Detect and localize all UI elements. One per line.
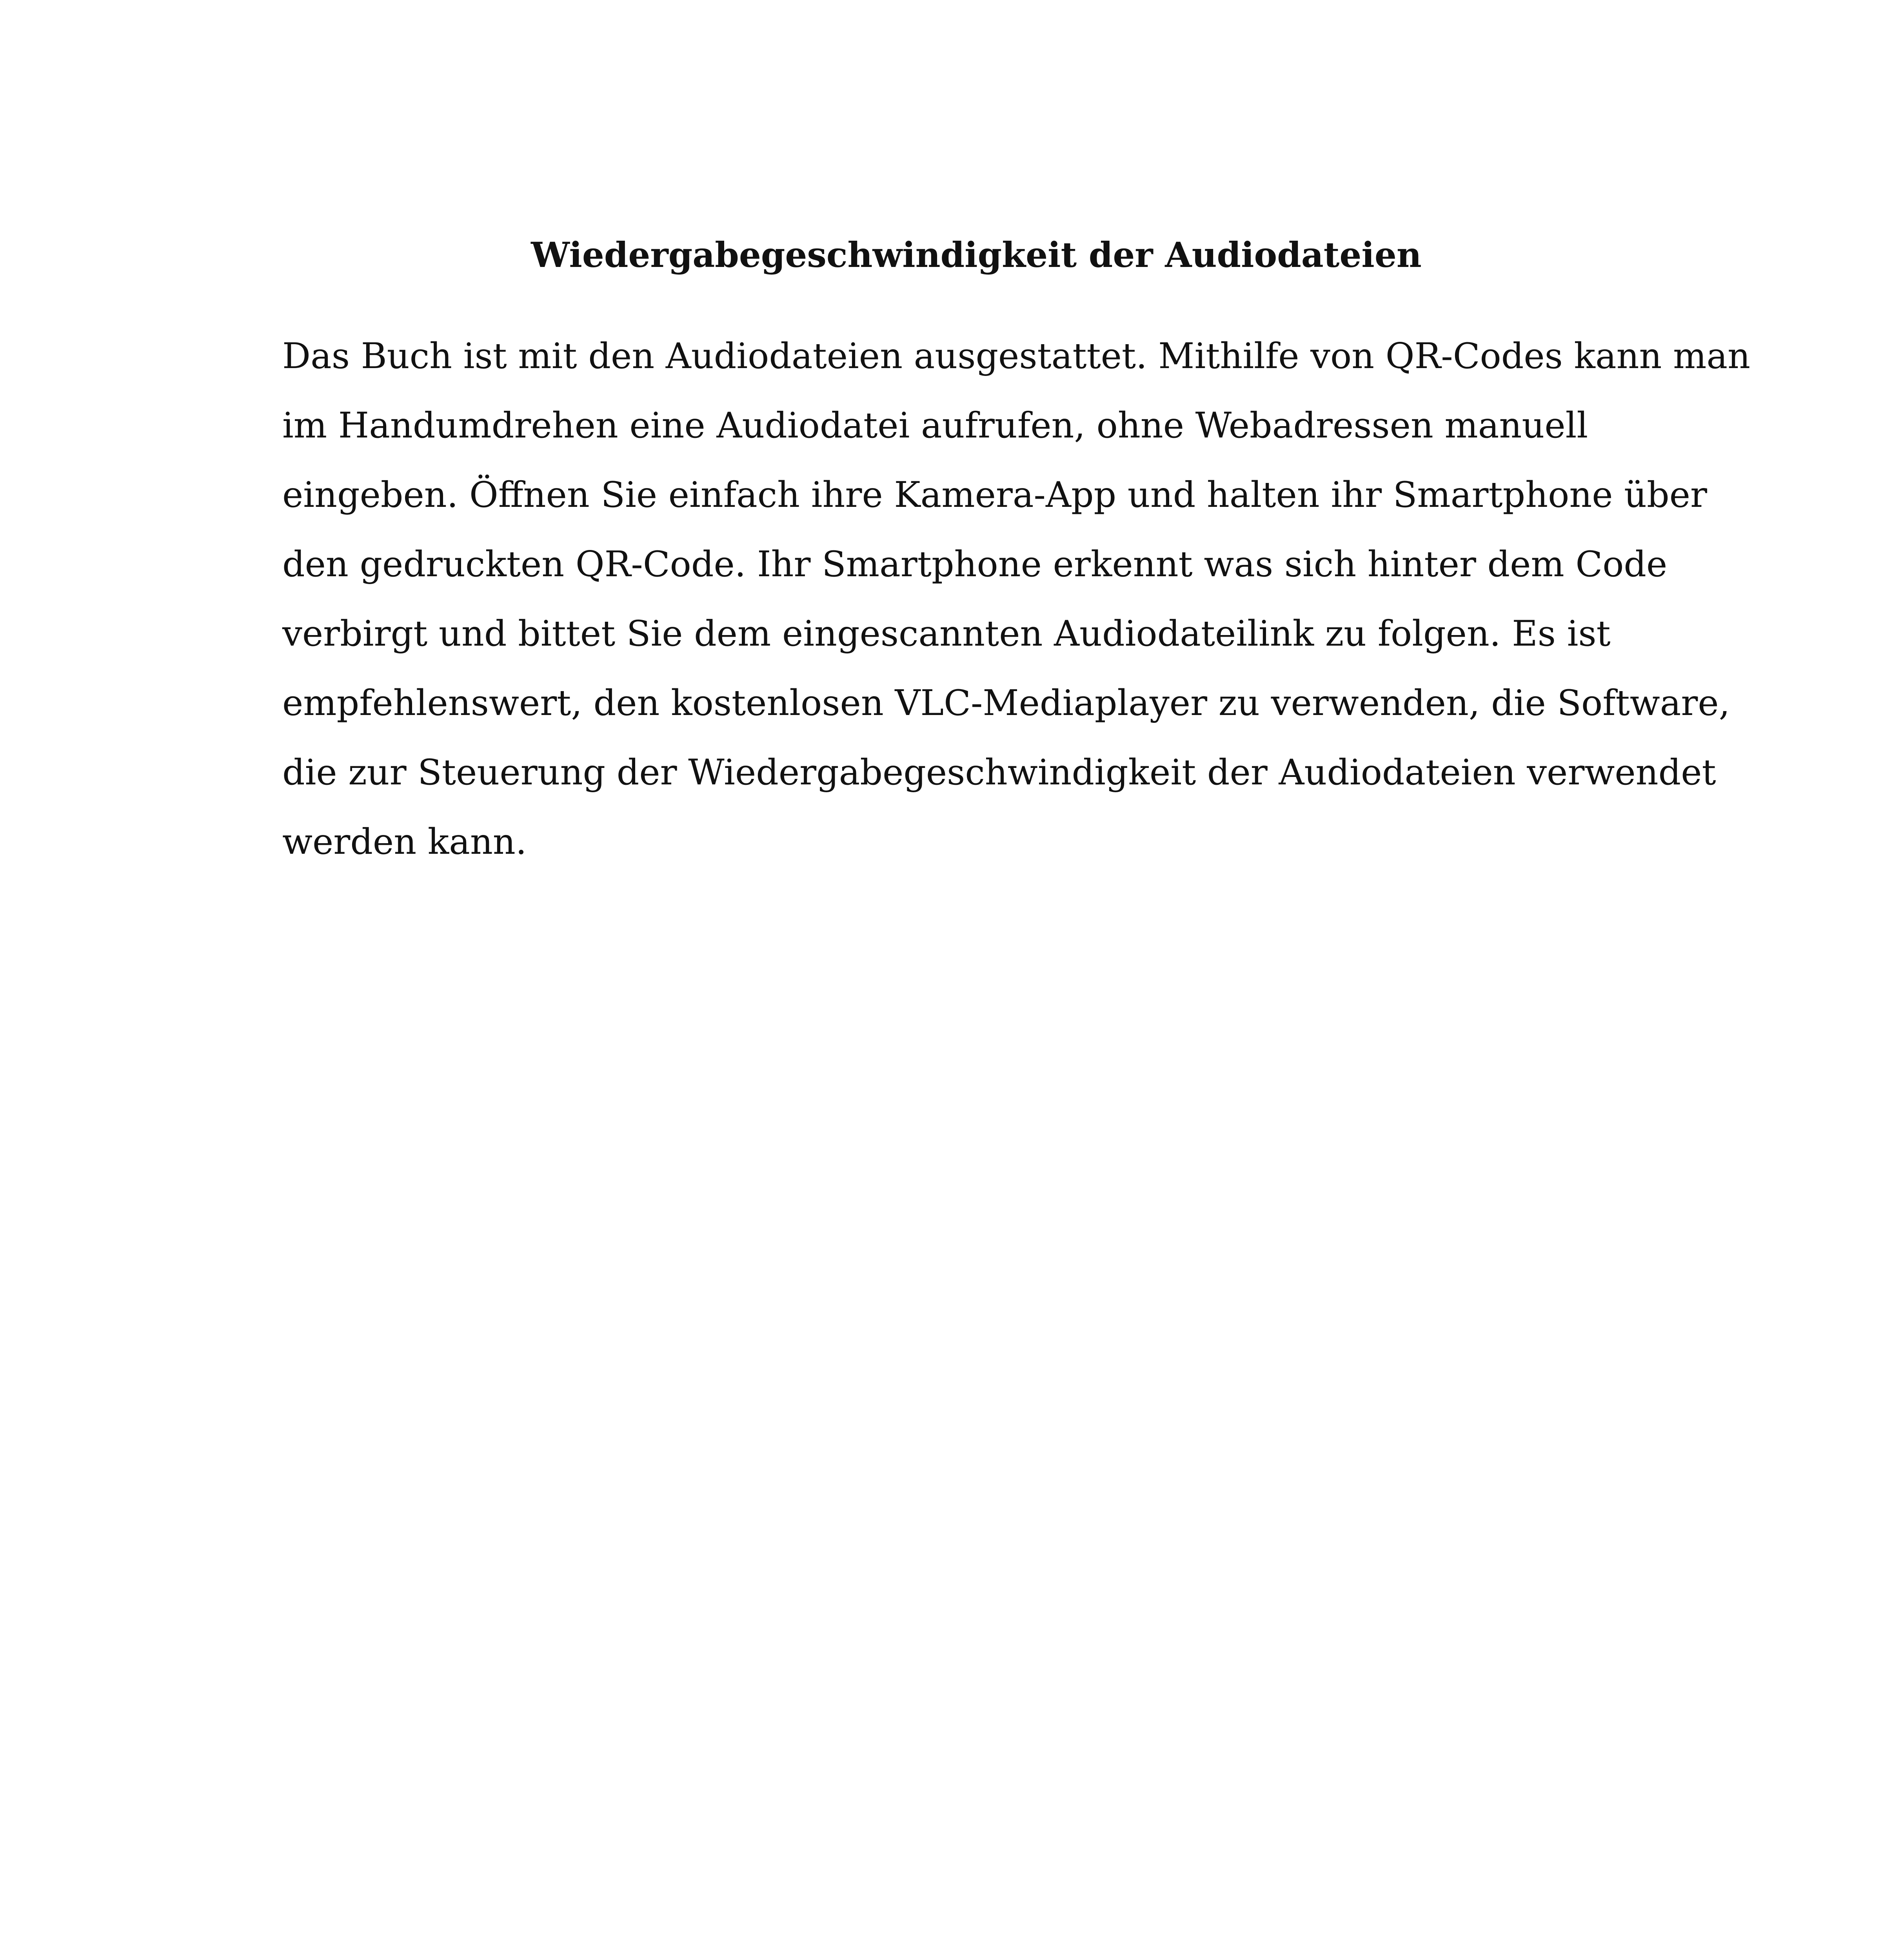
paragraph-line: die zur Steuerung der Wiedergabegeschwindigkeit der Audiodateien verwendet bbox=[282, 752, 1716, 793]
paragraph-line: eingeben. Öffnen Sie einfach ihre Kamera-App und halten ihr Smartphone über bbox=[282, 474, 1708, 515]
paragraph-line: den gedruckten QR-Code. Ihr Smartphone erkennt was sich hinter dem Code bbox=[282, 544, 1668, 585]
paragraph-line: empfehlenswert, den kostenlosen VLC-Mediaplayer zu verwenden, die Software, bbox=[282, 682, 1730, 724]
body-paragraph bbox=[282, 321, 1751, 877]
section-heading: Wiedergabegeschwindigkeit der Audiodateien bbox=[531, 234, 1422, 275]
paragraph-line: im Handumdrehen eine Audiodatei aufrufen, ohne Webadressen manuell bbox=[282, 405, 1588, 446]
paragraph-line: Das Buch ist mit den Audiodateien ausgestattet. Mithilfe von QR-Codes kann man bbox=[282, 336, 1751, 377]
paragraph-line: werden kann. bbox=[282, 821, 527, 862]
paragraph-line: verbirgt und bittet Sie dem eingescannten Audiodateilink zu folgen. Es ist bbox=[282, 613, 1611, 654]
